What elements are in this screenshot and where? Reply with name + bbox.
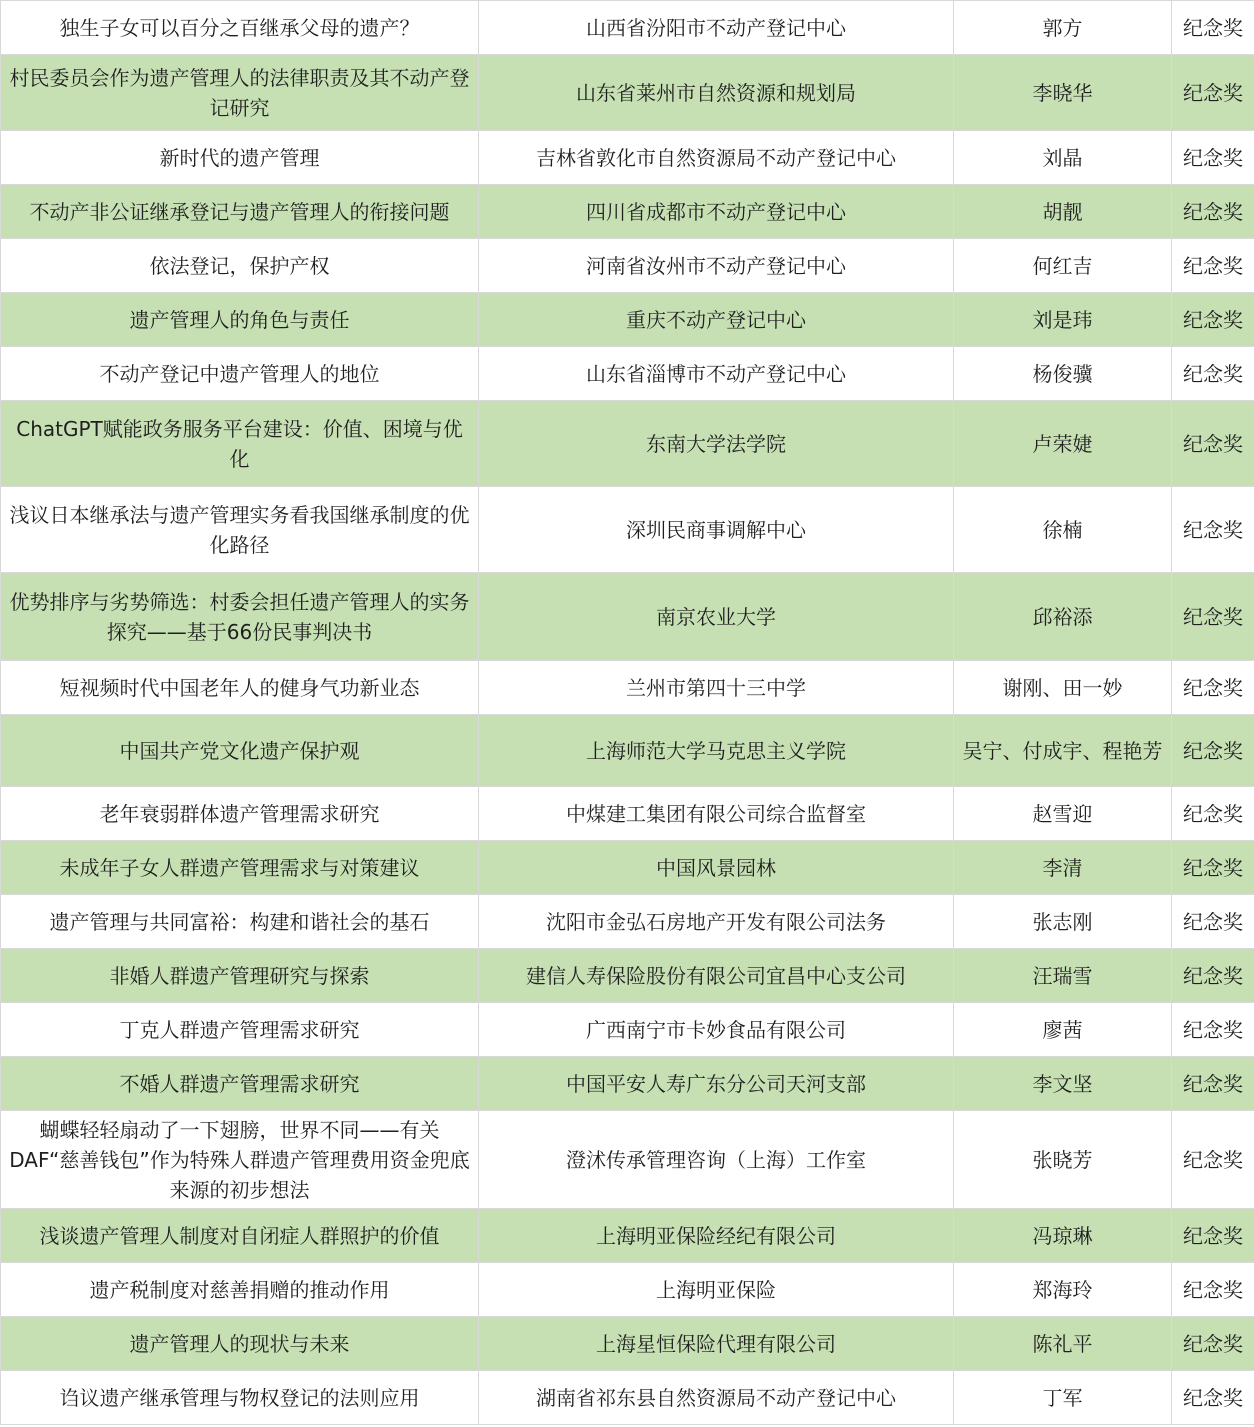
title-cell: 非婚人群遗产管理研究与探索 [1, 949, 479, 1003]
table-row [1, 55, 1254, 131]
author-cell: 张志刚 [954, 895, 1172, 949]
award-cell: 纪念奖 [1172, 1057, 1254, 1111]
org-cell: 沈阳市金弘石房地产开发有限公司法务 [479, 895, 954, 949]
title-cell: 不婚人群遗产管理需求研究 [1, 1057, 479, 1111]
table-row [1, 949, 1254, 1003]
title-cell: 优势排序与劣势筛选：村委会担任遗产管理人的实务探究——基于66份民事判决书 [1, 573, 479, 661]
award-cell: 纪念奖 [1172, 661, 1254, 715]
author-cell: 陈礼平 [954, 1317, 1172, 1371]
org-cell: 建信人寿保险股份有限公司宜昌中心支公司 [479, 949, 954, 1003]
author-cell: 李文坚 [954, 1057, 1172, 1111]
author-cell: 胡靓 [954, 185, 1172, 239]
org-cell: 兰州市第四十三中学 [479, 661, 954, 715]
author-cell: 刘是玮 [954, 293, 1172, 347]
author-cell: 赵雪迎 [954, 787, 1172, 841]
author-cell: 卢荣婕 [954, 401, 1172, 487]
award-table-body [1, 1, 1254, 1425]
table-row [1, 401, 1254, 487]
author-cell: 冯琼琳 [954, 1209, 1172, 1263]
award-cell: 纪念奖 [1172, 1111, 1254, 1209]
org-cell: 上海星恒保险代理有限公司 [479, 1317, 954, 1371]
table-row [1, 185, 1254, 239]
award-cell: 纪念奖 [1172, 293, 1254, 347]
title-cell: 浅议日本继承法与遗产管理实务看我国继承制度的优化路径 [1, 487, 479, 573]
title-cell: 遗产管理人的现状与未来 [1, 1317, 479, 1371]
table-row [1, 1057, 1254, 1111]
org-cell: 澄沭传承管理咨询（上海）工作室 [479, 1111, 954, 1209]
author-cell: 李清 [954, 841, 1172, 895]
award-cell: 纪念奖 [1172, 401, 1254, 487]
org-cell: 中国平安人寿广东分公司天河支部 [479, 1057, 954, 1111]
table-row [1, 1371, 1254, 1425]
title-cell: 独生子女可以百分之百继承父母的遗产？ [1, 1, 479, 55]
title-cell: 村民委员会作为遗产管理人的法律职责及其不动产登记研究 [1, 55, 479, 131]
table-row [1, 1003, 1254, 1057]
org-cell: 山西省汾阳市不动产登记中心 [479, 1, 954, 55]
title-cell: 中国共产党文化遗产保护观 [1, 715, 479, 787]
title-cell: 老年衰弱群体遗产管理需求研究 [1, 787, 479, 841]
table-row [1, 895, 1254, 949]
table-row [1, 715, 1254, 787]
award-cell: 纪念奖 [1172, 841, 1254, 895]
title-cell: 未成年子女人群遗产管理需求与对策建议 [1, 841, 479, 895]
award-cell: 纪念奖 [1172, 715, 1254, 787]
org-cell: 四川省成都市不动产登记中心 [479, 185, 954, 239]
award-cell: 纪念奖 [1172, 131, 1254, 185]
title-cell: 遗产税制度对慈善捐赠的推动作用 [1, 1263, 479, 1317]
org-cell: 上海明亚保险经纪有限公司 [479, 1209, 954, 1263]
author-cell: 张晓芳 [954, 1111, 1172, 1209]
table-row [1, 1, 1254, 55]
table-row [1, 573, 1254, 661]
table-row [1, 1111, 1254, 1209]
table-row [1, 1317, 1254, 1371]
award-cell: 纪念奖 [1172, 1, 1254, 55]
award-cell: 纪念奖 [1172, 1003, 1254, 1057]
org-cell: 深圳民商事调解中心 [479, 487, 954, 573]
author-cell: 杨俊骥 [954, 347, 1172, 401]
table-row [1, 487, 1254, 573]
author-cell: 徐楠 [954, 487, 1172, 573]
award-cell: 纪念奖 [1172, 895, 1254, 949]
table-row [1, 1263, 1254, 1317]
table-row [1, 347, 1254, 401]
table-row [1, 661, 1254, 715]
author-cell: 汪瑞雪 [954, 949, 1172, 1003]
table-row [1, 787, 1254, 841]
award-cell: 纪念奖 [1172, 1209, 1254, 1263]
org-cell: 东南大学法学院 [479, 401, 954, 487]
award-cell: 纪念奖 [1172, 1371, 1254, 1425]
author-cell: 郑海玲 [954, 1263, 1172, 1317]
title-cell: 依法登记，保护产权 [1, 239, 479, 293]
title-cell: 遗产管理人的角色与责任 [1, 293, 479, 347]
title-cell: 遗产管理与共同富裕：构建和谐社会的基石 [1, 895, 479, 949]
title-cell: 诌议遗产继承管理与物权登记的法则应用 [1, 1371, 479, 1425]
org-cell: 山东省莱州市自然资源和规划局 [479, 55, 954, 131]
award-cell: 纪念奖 [1172, 573, 1254, 661]
table-row [1, 293, 1254, 347]
title-cell: 浅谈遗产管理人制度对自闭症人群照护的价值 [1, 1209, 479, 1263]
org-cell: 山东省淄博市不动产登记中心 [479, 347, 954, 401]
title-cell: 不动产登记中遗产管理人的地位 [1, 347, 479, 401]
award-cell: 纪念奖 [1172, 239, 1254, 293]
author-cell: 吴宁、付成宇、程艳芳 [954, 715, 1172, 787]
title-cell: 不动产非公证继承登记与遗产管理人的衔接问题 [1, 185, 479, 239]
org-cell: 河南省汝州市不动产登记中心 [479, 239, 954, 293]
org-cell: 吉林省敦化市自然资源局不动产登记中心 [479, 131, 954, 185]
award-cell: 纪念奖 [1172, 1317, 1254, 1371]
title-cell: ChatGPT赋能政务服务平台建设：价值、困境与优化 [1, 401, 479, 487]
table-row [1, 841, 1254, 895]
author-cell: 何红吉 [954, 239, 1172, 293]
award-cell: 纪念奖 [1172, 787, 1254, 841]
org-cell: 重庆不动产登记中心 [479, 293, 954, 347]
table-row [1, 239, 1254, 293]
award-cell: 纪念奖 [1172, 55, 1254, 131]
table-row [1, 131, 1254, 185]
title-cell: 丁克人群遗产管理需求研究 [1, 1003, 479, 1057]
author-cell: 郭方 [954, 1, 1172, 55]
award-cell: 纪念奖 [1172, 1263, 1254, 1317]
org-cell: 中煤建工集团有限公司综合监督室 [479, 787, 954, 841]
table-row [1, 1209, 1254, 1263]
org-cell: 上海师范大学马克思主义学院 [479, 715, 954, 787]
author-cell: 刘晶 [954, 131, 1172, 185]
author-cell: 谢刚、田一妙 [954, 661, 1172, 715]
award-cell: 纪念奖 [1172, 487, 1254, 573]
title-cell: 蝴蝶轻轻扇动了一下翅膀，世界不同——有关DAF“慈善钱包”作为特殊人群遗产管理费用资金兜底来源的初步想法 [1, 1111, 479, 1209]
author-cell: 丁军 [954, 1371, 1172, 1425]
award-cell: 纪念奖 [1172, 347, 1254, 401]
title-cell: 新时代的遗产管理 [1, 131, 479, 185]
author-cell: 廖茜 [954, 1003, 1172, 1057]
org-cell: 中国风景园林 [479, 841, 954, 895]
org-cell: 南京农业大学 [479, 573, 954, 661]
title-cell: 短视频时代中国老年人的健身气功新业态 [1, 661, 479, 715]
author-cell: 邱裕添 [954, 573, 1172, 661]
org-cell: 上海明亚保险 [479, 1263, 954, 1317]
award-cell: 纪念奖 [1172, 185, 1254, 239]
org-cell: 湖南省祁东县自然资源局不动产登记中心 [479, 1371, 954, 1425]
org-cell: 广西南宁市卡妙食品有限公司 [479, 1003, 954, 1057]
author-cell: 李晓华 [954, 55, 1172, 131]
award-cell: 纪念奖 [1172, 949, 1254, 1003]
